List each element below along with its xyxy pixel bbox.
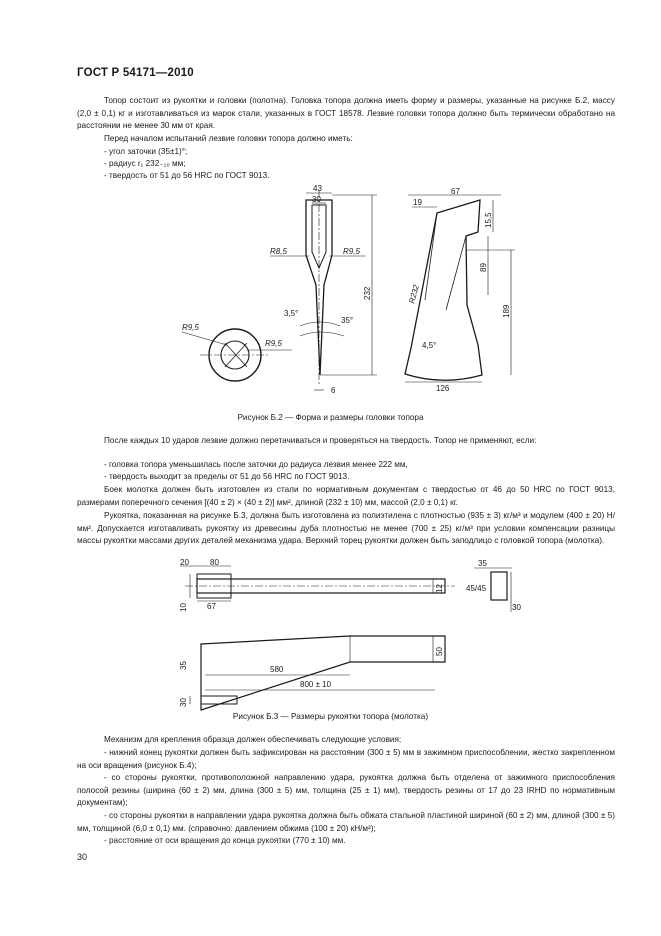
radius-label: R9,5 xyxy=(265,339,282,348)
dim-label-6: 6 xyxy=(331,386,336,395)
dim-label-10: 10 xyxy=(179,603,188,612)
dim-label-800: 800 ± 10 xyxy=(300,680,332,689)
dim-label-126: 126 xyxy=(436,384,450,393)
dim-label-80: 80 xyxy=(210,558,219,567)
dim-label-20: 20 xyxy=(180,558,189,567)
dim-label-15-5: 15,5 xyxy=(484,212,493,228)
chamfer-label: 45/45 xyxy=(466,584,487,593)
handle-section xyxy=(491,572,507,600)
angle-label: 35° xyxy=(341,316,354,325)
dim-label-50: 50 xyxy=(435,647,444,656)
paragraph-resharpening: После каждых 10 ударов лезвие должно перетачиваться и проверяться на твердость. Топор не применяют, если: xyxy=(104,436,537,445)
radius-label: R8,5 xyxy=(270,247,287,256)
dim-label-30: 30 xyxy=(512,603,521,612)
dim-label-43: 43 xyxy=(313,184,322,193)
list-item: - твердость от 51 до 56 HRC по ГОСТ 9013. xyxy=(104,171,270,180)
paragraph-axe-composition: Топор состоит из рукоятки и головки (полотна). Головка топора должна иметь форму и размеры, указанные на рисунке Б.2, массу (2,0 ± 0,1) кг и изготавливаться из марок стали, указанных в ГОСТ 18578. Лезвие головки топора должно быть термически обработано на расстоянии не менее 30 мм от края. xyxy=(77,96,615,131)
dim-label-35: 35 xyxy=(478,559,487,568)
dim-label-35b: 35 xyxy=(179,661,188,670)
angle-label: 3,5° xyxy=(284,309,299,318)
list-item: - головка топора уменьшилась после заточки до радиуса лезвия менее 222 мм, xyxy=(104,460,408,469)
list-item: - со стороны рукоятки, противоположной направлению удара, рукоятка должна быть отделена от зажимного приспособления полосой резины (ширина (60 ± 2) мм, длина (300 ± 5) мм, толщина (25 ± 1) мм), твердость резины от 17 до 23 IRHD по нормативным документам); xyxy=(77,773,615,808)
handle-side-view xyxy=(201,636,445,710)
figure-b2-caption: Рисунок Б.2 — Форма и размеры головки топора xyxy=(237,413,424,422)
dim-label-30b: 30 xyxy=(179,698,188,707)
angle-label: 4,5° xyxy=(422,341,437,350)
paragraph-mount-conditions: Механизм для крепления образца должен обеспечивать следующие условия: xyxy=(104,735,402,744)
radius-label: R9,5 xyxy=(343,247,360,256)
dim-label-232: 232 xyxy=(363,286,372,300)
radius-label: R232 xyxy=(407,283,421,305)
dim-label-580: 580 xyxy=(270,665,284,674)
list-item: - твердость выходит за пределы от 51 до 56 HRC по ГОСТ 9013. xyxy=(104,472,350,481)
list-item: - угол заточки (35±1)°; xyxy=(104,147,188,156)
list-item: - нижний конец рукоятки должен быть зафиксирован на расстоянии (300 ± 5) мм в зажимном приспособлении, жестко закрепленном на оси вращения (рисунок Б.4); xyxy=(77,748,615,770)
dim-label-30: 30 xyxy=(312,195,321,204)
paragraph-handle: Рукоятка, показанная на рисунке Б.3, должна быть изготовлена из полиэтилена с плотностью (935 ± 3) кг/м³ и модулем (400 ± 20) Н/мм². Допускается изготавливать рукоятку из древесины дуба плотностью не менее (700 ± 25) кг/м³ при условии компенсации разницы массы рукоятки массами других деталей механизма удара. Верхний торец рукоятки должен быть заподлицо с головкой топора (молотка). xyxy=(77,511,615,546)
dim-label-67: 67 xyxy=(207,602,216,611)
list-item: - расстояние от оси вращения до конца рукоятки (770 ± 10) мм. xyxy=(104,836,346,845)
figure-b3-caption: Рисунок Б.3 — Размеры рукоятки топора (молотка) xyxy=(232,712,429,721)
dim-label-67: 67 xyxy=(451,187,460,196)
document-code: ГОСТ Р 54171—2010 xyxy=(77,67,194,79)
dim-label-89: 89 xyxy=(479,263,488,272)
dim-label-12: 12 xyxy=(435,584,444,593)
radius-label: R9,5 xyxy=(182,323,199,332)
dim-label-189: 189 xyxy=(502,304,511,318)
paragraph-blade-requirements: Перед началом испытаний лезвие головки топора должно иметь: xyxy=(104,134,353,143)
list-item: - со стороны рукоятки в направлении удара рукоятка должна быть обжата стальной пластиной шириной (60 ± 2) мм, длиной (300 ± 5) мм, толщиной (6,0 ± 0,1) мм. (справочно: давлением обжима (100 ± 20) кН/м²); xyxy=(77,811,615,833)
page-number: 30 xyxy=(77,852,88,862)
list-item: - радиус r₁ 232₋₁₀ мм; xyxy=(104,159,186,168)
paragraph-hammer-head: Боек молотка должен быть изготовлен из стали по нормативным документам с твердостью от 46 до 50 HRC по ГОСТ 9013, размерами поперечного сечения [(40 ± 2) × (40 ± 2)] мм², длиной (232 ± 10) мм, массой (2,0 ± 0,1) кг. xyxy=(77,485,615,507)
dim-label-19: 19 xyxy=(413,198,422,207)
